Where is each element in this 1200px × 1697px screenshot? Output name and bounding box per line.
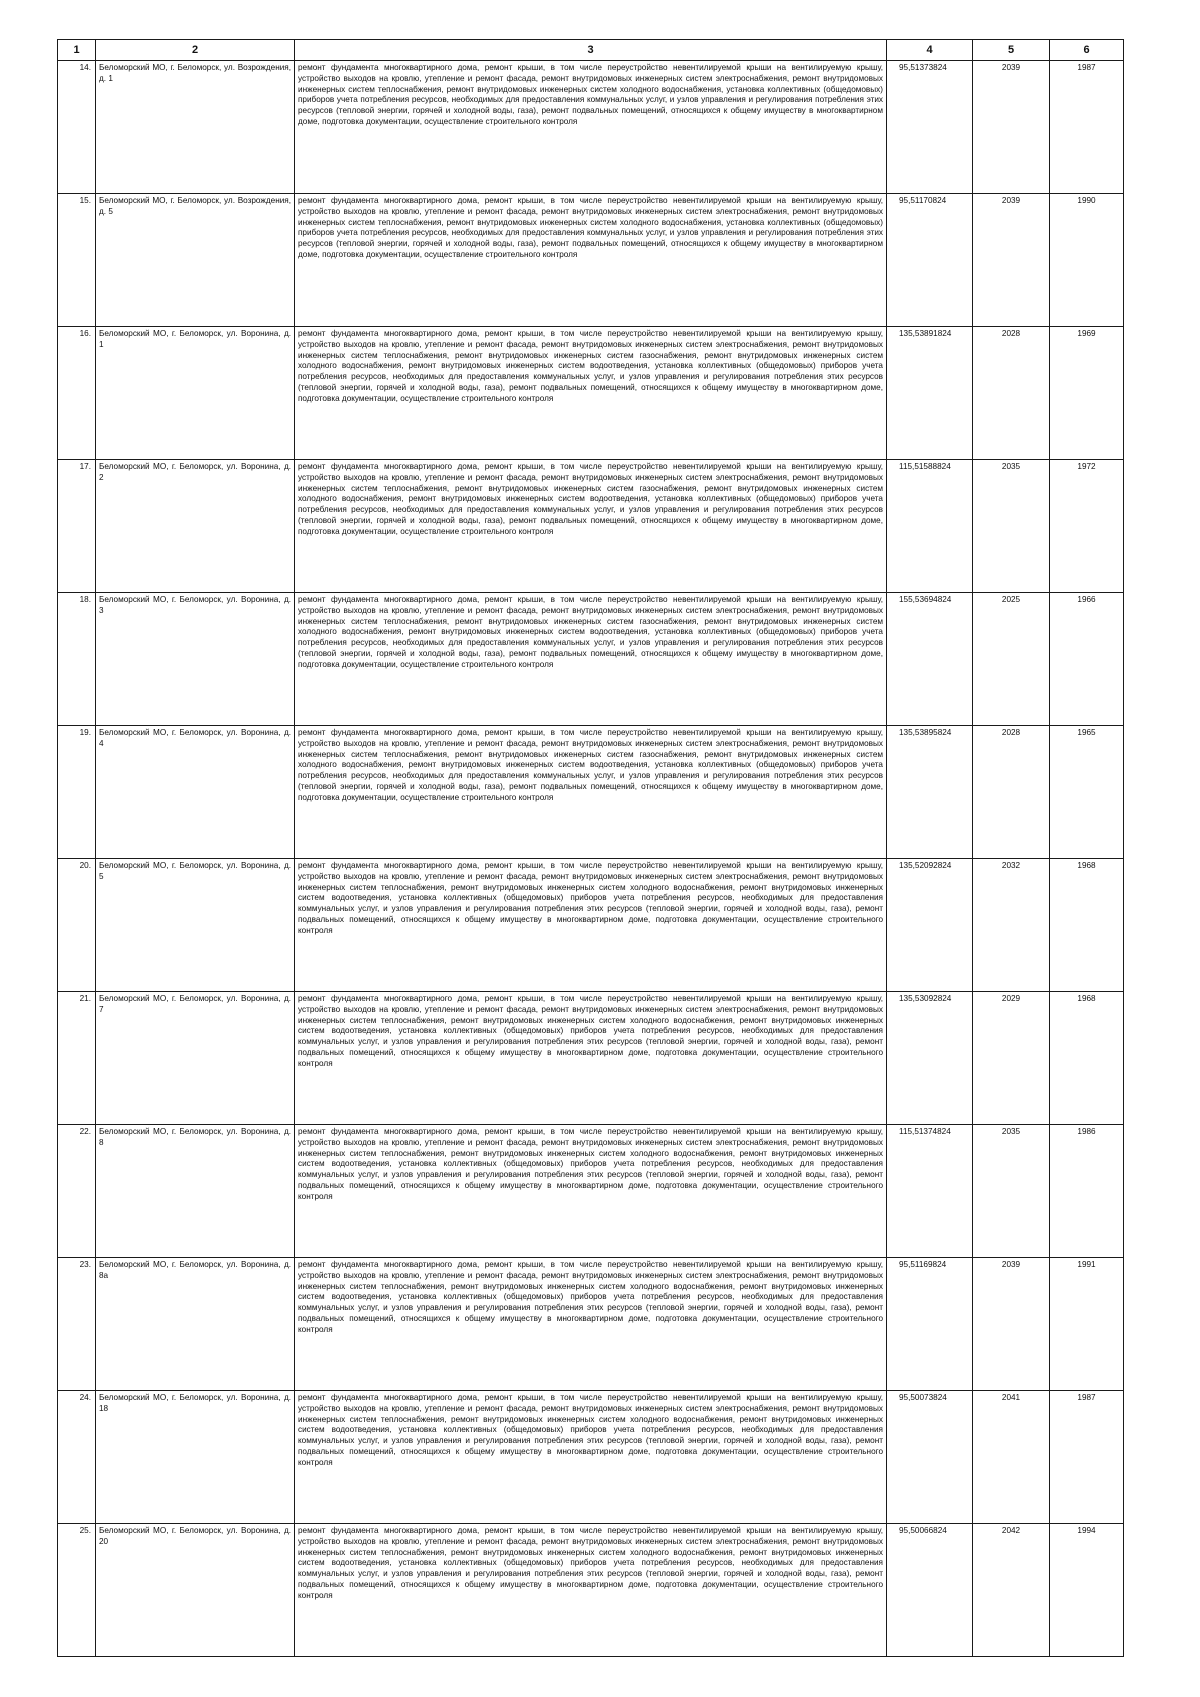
row-number: 24. (58, 1391, 96, 1524)
cost-value: 95,50066824 (887, 1524, 973, 1657)
planned-year: 2025 (973, 593, 1050, 726)
repair-program-table (57, 39, 1124, 1657)
row-number: 16. (58, 327, 96, 460)
construction-year: 1969 (1050, 327, 1124, 460)
cost-value: 95,51373824 (887, 61, 973, 194)
planned-year: 2029 (973, 992, 1050, 1125)
repair-works: ремонт фундамента многоквартирного дома, ремонт крыши, в том числе переустройство невентилируемой крыши на вентилируемую крышу, устройство выходов на кровлю, утепление и ремонт фасада, ремонт внутридомовых инженерных систем электроснабжения, ремонт внутридомовых инженерных систем теплоснабжения, ремонт внутридомовых инженерных систем газоснабжения, ремонт внутридомовых инженерных систем холодного водоснабжения, ремонт внутридомовых инженерных систем водоотведения, установка коллективных (общедомовых) приборов учета потребления ресурсов, необходимых для предоставления коммунальных услуг, и узлов управления и регулирования потребления этих ресурсов (тепловой энергии, горячей и холодной воды, газа), ремонт подвальных помещений, относящихся к общему имуществу в многоквартирном доме, подготовка документации, осуществление строительного контроля (295, 460, 887, 593)
header-row (58, 40, 1124, 61)
building-address: Беломорский МО, г. Беломорск, ул. Воронина, д. 1 (96, 327, 295, 460)
table-row (58, 726, 1124, 859)
construction-year: 1968 (1050, 859, 1124, 992)
repair-works: ремонт фундамента многоквартирного дома, ремонт крыши, в том числе переустройство невентилируемой крыши на вентилируемую крышу, устройство выходов на кровлю, утепление и ремонт фасада, ремонт внутридомовых инженерных систем электроснабжения, ремонт внутридомовых инженерных систем теплоснабжения, ремонт внутридомовых инженерных систем холодного водоснабжения, ремонт внутридомовых инженерных систем водоотведения, установка коллективных (общедомовых) приборов учета потребления ресурсов, необходимых для предоставления коммунальных услуг, и узлов управления и регулирования потребления этих ресурсов (тепловой энергии, горячей и холодной воды, газа), ремонт подвальных помещений, относящихся к общему имуществу в многоквартирном доме, подготовка документации, осуществление строительного контроля (295, 1524, 887, 1657)
table-row (58, 327, 1124, 460)
row-number: 18. (58, 593, 96, 726)
repair-works: ремонт фундамента многоквартирного дома, ремонт крыши, в том числе переустройство невентилируемой крыши на вентилируемую крышу, устройство выходов на кровлю, утепление и ремонт фасада, ремонт внутридомовых инженерных систем электроснабжения, ремонт внутридомовых инженерных систем теплоснабжения, ремонт внутридомовых инженерных систем холодного водоснабжения, ремонт внутридомовых инженерных систем водоотведения, установка коллективных (общедомовых) приборов учета потребления ресурсов, необходимых для предоставления коммунальных услуг, и узлов управления и регулирования потребления этих ресурсов (тепловой энергии, горячей и холодной воды, газа), ремонт подвальных помещений, относящихся к общему имуществу в многоквартирном доме, подготовка документации, осуществление строительного контроля (295, 1258, 887, 1391)
cost-value: 115,51588824 (887, 460, 973, 593)
row-number: 17. (58, 460, 96, 593)
document-page (57, 39, 1123, 1657)
building-address: Беломорский МО, г. Беломорск, ул. Воронина, д. 2 (96, 460, 295, 593)
planned-year: 2032 (973, 859, 1050, 992)
planned-year: 2039 (973, 61, 1050, 194)
planned-year: 2041 (973, 1391, 1050, 1524)
table-row (58, 1391, 1124, 1524)
building-address: Беломорский МО, г. Беломорск, ул. Воронина, д. 3 (96, 593, 295, 726)
table-header (58, 40, 1124, 61)
construction-year: 1968 (1050, 992, 1124, 1125)
column-header-5: 5 (973, 40, 1050, 61)
building-address: Беломорский МО, г. Беломорск, ул. Воронина, д. 20 (96, 1524, 295, 1657)
table-row (58, 593, 1124, 726)
building-address: Беломорский МО, г. Беломорск, ул. Возрождения, д. 1 (96, 61, 295, 194)
planned-year: 2039 (973, 194, 1050, 327)
row-number: 25. (58, 1524, 96, 1657)
planned-year: 2039 (973, 1258, 1050, 1391)
construction-year: 1965 (1050, 726, 1124, 859)
row-number: 22. (58, 1125, 96, 1258)
building-address: Беломорский МО, г. Беломорск, ул. Воронина, д. 4 (96, 726, 295, 859)
repair-works: ремонт фундамента многоквартирного дома, ремонт крыши, в том числе переустройство невентилируемой крыши на вентилируемую крышу, устройство выходов на кровлю, утепление и ремонт фасада, ремонт внутридомовых инженерных систем электроснабжения, ремонт внутридомовых инженерных систем теплоснабжения, ремонт внутридомовых инженерных систем холодного водоснабжения, установка коллективных (общедомовых) приборов учета потребления ресурсов, необходимых для предоставления коммунальных услуг, и узлов управления и регулирования потребления этих ресурсов (тепловой энергии, горячей и холодной воды, газа), ремонт подвальных помещений, относящихся к общему имуществу в многоквартирном доме, подготовка документации, осуществление строительного контроля (295, 194, 887, 327)
repair-works: ремонт фундамента многоквартирного дома, ремонт крыши, в том числе переустройство невентилируемой крыши на вентилируемую крышу, устройство выходов на кровлю, утепление и ремонт фасада, ремонт внутридомовых инженерных систем электроснабжения, ремонт внутридомовых инженерных систем теплоснабжения, ремонт внутридомовых инженерных систем газоснабжения, ремонт внутридомовых инженерных систем холодного водоснабжения, ремонт внутридомовых инженерных систем водоотведения, установка коллективных (общедомовых) приборов учета потребления ресурсов, необходимых для предоставления коммунальных услуг, и узлов управления и регулирования потребления этих ресурсов (тепловой энергии, горячей и холодной воды, газа), ремонт подвальных помещений, относящихся к общему имуществу в многоквартирном доме, подготовка документации, осуществление строительного контроля (295, 726, 887, 859)
construction-year: 1991 (1050, 1258, 1124, 1391)
column-header-2: 2 (96, 40, 295, 61)
building-address: Беломорский МО, г. Беломорск, ул. Воронина, д. 5 (96, 859, 295, 992)
building-address: Беломорский МО, г. Беломорск, ул. Возрождения, д. 5 (96, 194, 295, 327)
planned-year: 2028 (973, 726, 1050, 859)
repair-works: ремонт фундамента многоквартирного дома, ремонт крыши, в том числе переустройство невентилируемой крыши на вентилируемую крышу, устройство выходов на кровлю, утепление и ремонт фасада, ремонт внутридомовых инженерных систем электроснабжения, ремонт внутридомовых инженерных систем теплоснабжения, ремонт внутридомовых инженерных систем газоснабжения, ремонт внутридомовых инженерных систем холодного водоснабжения, ремонт внутридомовых инженерных систем водоотведения, установка коллективных (общедомовых) приборов учета потребления ресурсов, необходимых для предоставления коммунальных услуг, и узлов управления и регулирования потребления этих ресурсов (тепловой энергии, горячей и холодной воды, газа), ремонт подвальных помещений, относящихся к общему имуществу в многоквартирном доме, подготовка документации, осуществление строительного контроля (295, 593, 887, 726)
construction-year: 1966 (1050, 593, 1124, 726)
table-body (58, 61, 1124, 1657)
table-row (58, 859, 1124, 992)
planned-year: 2035 (973, 460, 1050, 593)
table-row (58, 460, 1124, 593)
column-header-1: 1 (58, 40, 96, 61)
cost-value: 135,53092824 (887, 992, 973, 1125)
cost-value: 95,51169824 (887, 1258, 973, 1391)
column-header-6: 6 (1050, 40, 1124, 61)
table-row (58, 61, 1124, 194)
repair-works: ремонт фундамента многоквартирного дома, ремонт крыши, в том числе переустройство невентилируемой крыши на вентилируемую крышу, устройство выходов на кровлю, утепление и ремонт фасада, ремонт внутридомовых инженерных систем электроснабжения, ремонт внутридомовых инженерных систем теплоснабжения, ремонт внутридомовых инженерных систем холодного водоснабжения, ремонт внутридомовых инженерных систем водоотведения, установка коллективных (общедомовых) приборов учета потребления ресурсов, необходимых для предоставления коммунальных услуг, и узлов управления и регулирования потребления этих ресурсов (тепловой энергии, горячей и холодной воды, газа), ремонт подвальных помещений, относящихся к общему имуществу в многоквартирном доме, подготовка документации, осуществление строительного контроля (295, 1391, 887, 1524)
table-row (58, 1125, 1124, 1258)
building-address: Беломорский МО, г. Беломорск, ул. Воронина, д. 8 (96, 1125, 295, 1258)
cost-value: 135,53891824 (887, 327, 973, 460)
planned-year: 2042 (973, 1524, 1050, 1657)
cost-value: 155,53694824 (887, 593, 973, 726)
cost-value: 95,51170824 (887, 194, 973, 327)
row-number: 14. (58, 61, 96, 194)
row-number: 20. (58, 859, 96, 992)
building-address: Беломорский МО, г. Беломорск, ул. Воронина, д. 18 (96, 1391, 295, 1524)
table-row (58, 194, 1124, 327)
table-row (58, 1258, 1124, 1391)
construction-year: 1972 (1050, 460, 1124, 593)
construction-year: 1986 (1050, 1125, 1124, 1258)
repair-works: ремонт фундамента многоквартирного дома, ремонт крыши, в том числе переустройство невентилируемой крыши на вентилируемую крышу, устройство выходов на кровлю, утепление и ремонт фасада, ремонт внутридомовых инженерных систем электроснабжения, ремонт внутридомовых инженерных систем теплоснабжения, ремонт внутридомовых инженерных систем холодного водоснабжения, ремонт внутридомовых инженерных систем водоотведения, установка коллективных (общедомовых) приборов учета потребления ресурсов, необходимых для предоставления коммунальных услуг, и узлов управления и регулирования потребления этих ресурсов (тепловой энергии, горячей и холодной воды, газа), ремонт подвальных помещений, относящихся к общему имуществу в многоквартирном доме, подготовка документации, осуществление строительного контроля (295, 859, 887, 992)
repair-works: ремонт фундамента многоквартирного дома, ремонт крыши, в том числе переустройство невентилируемой крыши на вентилируемую крышу, устройство выходов на кровлю, утепление и ремонт фасада, ремонт внутридомовых инженерных систем электроснабжения, ремонт внутридомовых инженерных систем теплоснабжения, ремонт внутридомовых инженерных систем холодного водоснабжения, установка коллективных (общедомовых) приборов учета потребления ресурсов, необходимых для предоставления коммунальных услуг, и узлов управления и регулирования потребления этих ресурсов (тепловой энергии, горячей и холодной воды, газа), ремонт подвальных помещений, относящихся к общему имуществу в многоквартирном доме, подготовка документации, осуществление строительного контроля (295, 61, 887, 194)
construction-year: 1990 (1050, 194, 1124, 327)
repair-works: ремонт фундамента многоквартирного дома, ремонт крыши, в том числе переустройство невентилируемой крыши на вентилируемую крышу, устройство выходов на кровлю, утепление и ремонт фасада, ремонт внутридомовых инженерных систем электроснабжения, ремонт внутридомовых инженерных систем теплоснабжения, ремонт внутридомовых инженерных систем холодного водоснабжения, ремонт внутридомовых инженерных систем водоотведения, установка коллективных (общедомовых) приборов учета потребления ресурсов, необходимых для предоставления коммунальных услуг, и узлов управления и регулирования потребления этих ресурсов (тепловой энергии, горячей и холодной воды, газа), ремонт подвальных помещений, относящихся к общему имуществу в многоквартирном доме, подготовка документации, осуществление строительного контроля (295, 992, 887, 1125)
column-header-3: 3 (295, 40, 887, 61)
table-row (58, 1524, 1124, 1657)
repair-works: ремонт фундамента многоквартирного дома, ремонт крыши, в том числе переустройство невентилируемой крыши на вентилируемую крышу, устройство выходов на кровлю, утепление и ремонт фасада, ремонт внутридомовых инженерных систем электроснабжения, ремонт внутридомовых инженерных систем теплоснабжения, ремонт внутридомовых инженерных систем газоснабжения, ремонт внутридомовых инженерных систем холодного водоснабжения, ремонт внутридомовых инженерных систем водоотведения, установка коллективных (общедомовых) приборов учета потребления ресурсов, необходимых для предоставления коммунальных услуг, и узлов управления и регулирования потребления этих ресурсов (тепловой энергии, горячей и холодной воды, газа), ремонт подвальных помещений, относящихся к общему имуществу в многоквартирном доме, подготовка документации, осуществление строительного контроля (295, 327, 887, 460)
repair-works: ремонт фундамента многоквартирного дома, ремонт крыши, в том числе переустройство невентилируемой крыши на вентилируемую крышу, устройство выходов на кровлю, утепление и ремонт фасада, ремонт внутридомовых инженерных систем электроснабжения, ремонт внутридомовых инженерных систем теплоснабжения, ремонт внутридомовых инженерных систем холодного водоснабжения, ремонт внутридомовых инженерных систем водоотведения, установка коллективных (общедомовых) приборов учета потребления ресурсов, необходимых для предоставления коммунальных услуг, и узлов управления и регулирования потребления этих ресурсов (тепловой энергии, горячей и холодной воды, газа), ремонт подвальных помещений, относящихся к общему имуществу в многоквартирном доме, подготовка документации, осуществление строительного контроля (295, 1125, 887, 1258)
construction-year: 1987 (1050, 61, 1124, 194)
cost-value: 135,53895824 (887, 726, 973, 859)
building-address: Беломорский МО, г. Беломорск, ул. Воронина, д. 8а (96, 1258, 295, 1391)
planned-year: 2035 (973, 1125, 1050, 1258)
row-number: 19. (58, 726, 96, 859)
construction-year: 1987 (1050, 1391, 1124, 1524)
cost-value: 135,52092824 (887, 859, 973, 992)
building-address: Беломорский МО, г. Беломорск, ул. Воронина, д. 7 (96, 992, 295, 1125)
column-header-4: 4 (887, 40, 973, 61)
table-row (58, 992, 1124, 1125)
row-number: 23. (58, 1258, 96, 1391)
row-number: 15. (58, 194, 96, 327)
cost-value: 115,51374824 (887, 1125, 973, 1258)
construction-year: 1994 (1050, 1524, 1124, 1657)
row-number: 21. (58, 992, 96, 1125)
planned-year: 2028 (973, 327, 1050, 460)
cost-value: 95,50073824 (887, 1391, 973, 1524)
